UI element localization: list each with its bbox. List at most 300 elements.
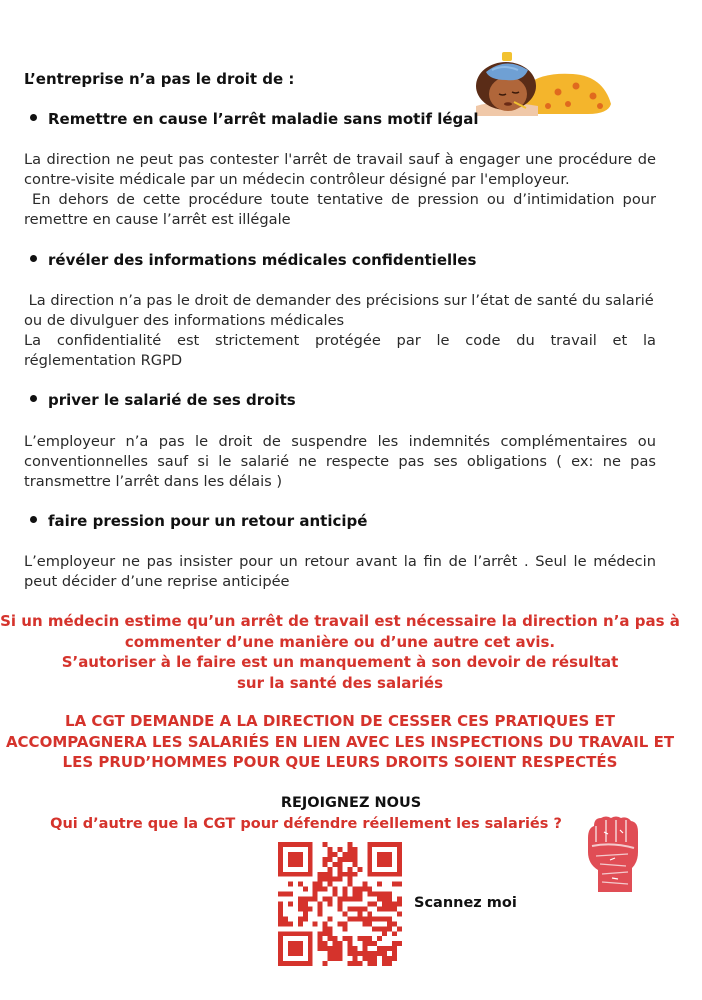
qr-module [333,941,338,946]
qr-code[interactable] [278,842,402,966]
qr-module [352,857,357,862]
qr-module [288,941,293,946]
qr-module [288,852,293,857]
qr-module [308,862,313,867]
qr-module [377,862,382,867]
qr-module [372,926,377,931]
qr-module [382,956,387,961]
qr-module [372,951,377,956]
qr-module [308,951,313,956]
qr-module [377,936,382,941]
qr-module [367,936,372,941]
cgt-slogan: Qui d’autre que la CGT pour défendre réellement les salariés ? [50,816,562,832]
qr-module [338,867,343,872]
qr-module [283,892,288,897]
qr-module [372,916,377,921]
qr-module [392,946,397,951]
qr-module [333,936,338,941]
qr-module [323,887,328,892]
qr-module [372,902,377,907]
qr-module [342,872,347,877]
qr-module [362,956,367,961]
qr-module [298,862,303,867]
qr-module [288,857,293,862]
qr-module [377,926,382,931]
qr-module [323,931,328,936]
qr-module [308,852,313,857]
qr-module [387,892,392,897]
qr-module [278,857,283,862]
qr-module [347,936,352,941]
qr-module [298,906,303,911]
qr-module [367,847,372,852]
qr-module [362,951,367,956]
qr-module [323,872,328,877]
qr-module [303,931,308,936]
qr-module [347,951,352,956]
qr-module [328,926,333,931]
qr-module [377,872,382,877]
qr-module [367,902,372,907]
qr-module [347,857,352,862]
qr-module [362,946,367,951]
qr-module [352,872,357,877]
qr-module [387,921,392,926]
warning-line: sur la santé des salariés [236,673,444,692]
qr-module [328,956,333,961]
paragraph-line: La confidentialité est strictement protégée par le code du travail et la [24,332,656,349]
qr-module [377,916,382,921]
qr-module [338,897,343,902]
qr-module [288,842,293,847]
qr-module [357,867,362,872]
qr-module [362,887,367,892]
qr-module [298,897,303,902]
qr-module [308,867,313,872]
qr-module [347,882,352,887]
qr-module [278,872,283,877]
qr-module [377,951,382,956]
qr-module [288,946,293,951]
qr-module [298,941,303,946]
qr-module [318,902,323,907]
demand-line: LES PRUD’HOMMES POUR QUE LEURS DROITS SOIENT RESPECTÉS [62,753,618,771]
qr-module [333,862,338,867]
qr-module [318,931,323,936]
qr-module [278,931,283,936]
paragraph-4 [24,552,656,592]
qr-module [278,961,283,966]
qr-module [328,936,333,941]
qr-module [352,916,357,921]
qr-module [342,936,347,941]
qr-module [328,872,333,877]
qr-module [397,926,402,931]
qr-module [318,906,323,911]
qr-module [303,897,308,902]
qr-module [278,916,283,921]
qr-module [372,941,377,946]
qr-module [338,902,343,907]
qr-module [357,911,362,916]
qr-module [367,867,372,872]
qr-module [382,852,387,857]
qr-module [308,897,313,902]
qr-module [347,867,352,872]
qr-module [293,946,298,951]
qr-module [288,961,293,966]
qr-module [397,842,402,847]
qr-module [352,906,357,911]
warning-line: commenter d’une manière ou d’une autre cet avis. [124,632,556,651]
qr-module [288,892,293,897]
qr-module [308,941,313,946]
qr-module [298,852,303,857]
qr-module [328,847,333,852]
qr-module [362,906,367,911]
qr-module [298,946,303,951]
qr-module [278,906,283,911]
qr-module [278,941,283,946]
paragraph-line: peut décider d’une reprise anticipée [24,573,290,590]
qr-module [347,852,352,857]
qr-module [333,892,338,897]
qr-module [328,852,333,857]
qr-module [397,847,402,852]
paragraph-line: La direction ne peut pas contester l'arrêt de travail sauf à engager une procédure de [24,151,656,168]
qr-module [338,877,343,882]
qr-module [308,857,313,862]
qr-module [392,956,397,961]
qr-module [308,931,313,936]
qr-module [357,951,362,956]
qr-module [293,857,298,862]
qr-module [278,842,283,847]
qr-module [392,931,397,936]
paragraph-line: En dehors de cette procédure toute tentative de pression ou d’intimidation pour [24,191,656,208]
qr-module [318,941,323,946]
qr-module [298,921,303,926]
qr-module [362,882,367,887]
qr-module [278,902,283,907]
qr-module [397,902,402,907]
qr-module [283,931,288,936]
qr-module [338,946,343,951]
qr-module [318,877,323,882]
qr-module [323,946,328,951]
qr-module [352,946,357,951]
qr-module [328,882,333,887]
qr-module [352,862,357,867]
bullet-3 [30,391,296,409]
qr-module [288,872,293,877]
qr-module [392,882,397,887]
qr-module [392,902,397,907]
qr-module [278,847,283,852]
qr-module [293,862,298,867]
qr-module [382,926,387,931]
qr-module [382,946,387,951]
qr-module [293,961,298,966]
qr-module [377,842,382,847]
qr-module [298,842,303,847]
bullet-1 [30,110,479,128]
qr-module [342,897,347,902]
qr-module [387,897,392,902]
qr-module [382,872,387,877]
bullet-dot [30,114,37,121]
qr-module [288,921,293,926]
qr-module [362,941,367,946]
qr-module [347,847,352,852]
qr-module [367,862,372,867]
qr-module [293,941,298,946]
qr-module [298,916,303,921]
qr-module [387,961,392,966]
qr-module [347,906,352,911]
qr-module [328,902,333,907]
qr-module [308,956,313,961]
qr-module [338,906,343,911]
qr-module [303,887,308,892]
qr-module [347,961,352,966]
qr-module [362,916,367,921]
qr-module [303,911,308,916]
qr-module [382,931,387,936]
qr-module [278,946,283,951]
qr-module [308,847,313,852]
qr-module [397,882,402,887]
qr-module [323,941,328,946]
bullet-2 [30,251,476,269]
qr-module [342,852,347,857]
qr-module [298,872,303,877]
qr-module [392,941,397,946]
qr-module [283,961,288,966]
qr-module [382,857,387,862]
qr-module [278,951,283,956]
qr-module [397,911,402,916]
qr-module [377,906,382,911]
qr-module [352,887,357,892]
demand-line: LA CGT DEMANDE A LA DIRECTION DE CESSER CES PRATIQUES ET [65,712,615,730]
qr-module [283,872,288,877]
qr-module [372,872,377,877]
qr-module [303,916,308,921]
scan-me-label: Scannez moi [414,895,517,911]
qr-module [397,862,402,867]
qr-module [293,852,298,857]
qr-module [392,951,397,956]
qr-module [372,961,377,966]
qr-module [303,842,308,847]
qr-module [372,892,377,897]
qr-module [367,872,372,877]
qr-module [397,857,402,862]
qr-module [278,862,283,867]
qr-module [367,916,372,921]
qr-module [392,921,397,926]
qr-module [283,916,288,921]
qr-module [288,882,293,887]
qr-module [333,877,338,882]
qr-module [347,946,352,951]
qr-module [283,921,288,926]
bullet-label: Remettre en cause l’arrêt maladie sans motif légal [48,110,479,128]
qr-module [298,931,303,936]
qr-module [328,877,333,882]
qr-module [387,857,392,862]
qr-module [392,842,397,847]
demand-line: ACCOMPAGNERA LES SALARIÉS EN LIEN AVEC LES INSPECTIONS DU TRAVAIL ET [5,732,675,751]
qr-module [323,862,328,867]
bullet-dot [30,395,37,402]
qr-module [357,897,362,902]
qr-module [387,946,392,951]
qr-module [328,897,333,902]
qr-module [293,931,298,936]
paragraph-line: conventionnelles sauf si le salarié ne respecte pas ses obligations ( ex: ne pas [24,453,656,470]
qr-module [333,956,338,961]
qr-module [367,852,372,857]
qr-module [298,951,303,956]
qr-module [367,956,372,961]
qr-module [323,921,328,926]
qr-module [352,892,357,897]
qr-module [333,946,338,951]
qr-module [367,892,372,897]
qr-module [352,956,357,961]
qr-module [397,872,402,877]
bullet-label: révéler des informations médicales confidentielles [48,251,477,269]
qr-module [382,862,387,867]
sick-person-illustration [468,44,618,120]
qr-module [347,941,352,946]
warning-line: Si un médecin estime qu’un arrêt de travail est nécessaire la direction n’a pas à [0,612,680,630]
qr-module [382,951,387,956]
paragraph-line: réglementation RGPD [24,352,183,369]
qr-module [288,862,293,867]
qr-module [377,882,382,887]
demand-block [0,711,680,773]
qr-module [278,936,283,941]
qr-module [278,852,283,857]
qr-module [298,857,303,862]
qr-module [308,906,313,911]
qr-module [338,847,343,852]
qr-module [333,887,338,892]
qr-module [318,882,323,887]
qr-module [352,852,357,857]
qr-module [338,951,343,956]
qr-module [328,951,333,956]
qr-module [278,867,283,872]
qr-module [338,921,343,926]
qr-module [328,931,333,936]
qr-module [367,961,372,966]
qr-module [278,956,283,961]
qr-module [313,892,318,897]
qr-module [362,936,367,941]
qr-module [387,852,392,857]
qr-module [308,842,313,847]
qr-module [367,887,372,892]
qr-module [382,892,387,897]
qr-module [382,897,387,902]
qr-module [357,892,362,897]
qr-module [323,857,328,862]
qr-module [283,842,288,847]
qr-module [372,956,377,961]
qr-module [298,961,303,966]
warning-line: S’autoriser à le faire est un manquement à son devoir de résultat [61,653,619,671]
qr-module [352,897,357,902]
qr-module [387,902,392,907]
qr-module [293,872,298,877]
qr-module [288,902,293,907]
qr-module [387,916,392,921]
qr-module [308,872,313,877]
qr-module [293,842,298,847]
qr-module [342,921,347,926]
qr-module [377,857,382,862]
qr-module [347,842,352,847]
qr-module [387,872,392,877]
qr-module [338,956,343,961]
qr-module [382,961,387,966]
qr-module [392,906,397,911]
join-us-heading: REJOIGNEZ NOUS [280,795,422,811]
qr-module [342,887,347,892]
qr-module [333,852,338,857]
qr-module [318,936,323,941]
qr-module [313,887,318,892]
qr-module [387,926,392,931]
qr-module [303,961,308,966]
qr-module [357,887,362,892]
qr-module [318,911,323,916]
qr-module [303,902,308,907]
qr-module [367,842,372,847]
qr-module [352,847,357,852]
qr-module [382,906,387,911]
qr-module [352,951,357,956]
qr-module [382,902,387,907]
qr-module [342,911,347,916]
qr-module [397,852,402,857]
qr-module [342,892,347,897]
qr-module [308,936,313,941]
paragraph-line: remettre en cause l’arrêt est illégale [24,211,291,228]
qr-module [367,911,372,916]
qr-module [382,842,387,847]
bullet-dot [30,255,37,262]
bullet-dot [30,516,37,523]
qr-module [338,862,343,867]
qr-module [377,897,382,902]
qr-module [367,941,372,946]
paragraph-line: L’employeur ne pas insister pour un retour avant la fin de l’arrêt . Seul le médecin [24,553,656,570]
qr-module [288,951,293,956]
warning-block [0,611,680,693]
qr-module [387,842,392,847]
qr-module [313,897,318,902]
qr-module [298,902,303,907]
qr-module [352,961,357,966]
qr-module [308,946,313,951]
paragraph-line: contre-visite médicale par un médecin contrôleur désigné par l'employeur. [24,171,570,188]
paragraph-line: ou de divulguer des informations médicales [24,312,345,329]
